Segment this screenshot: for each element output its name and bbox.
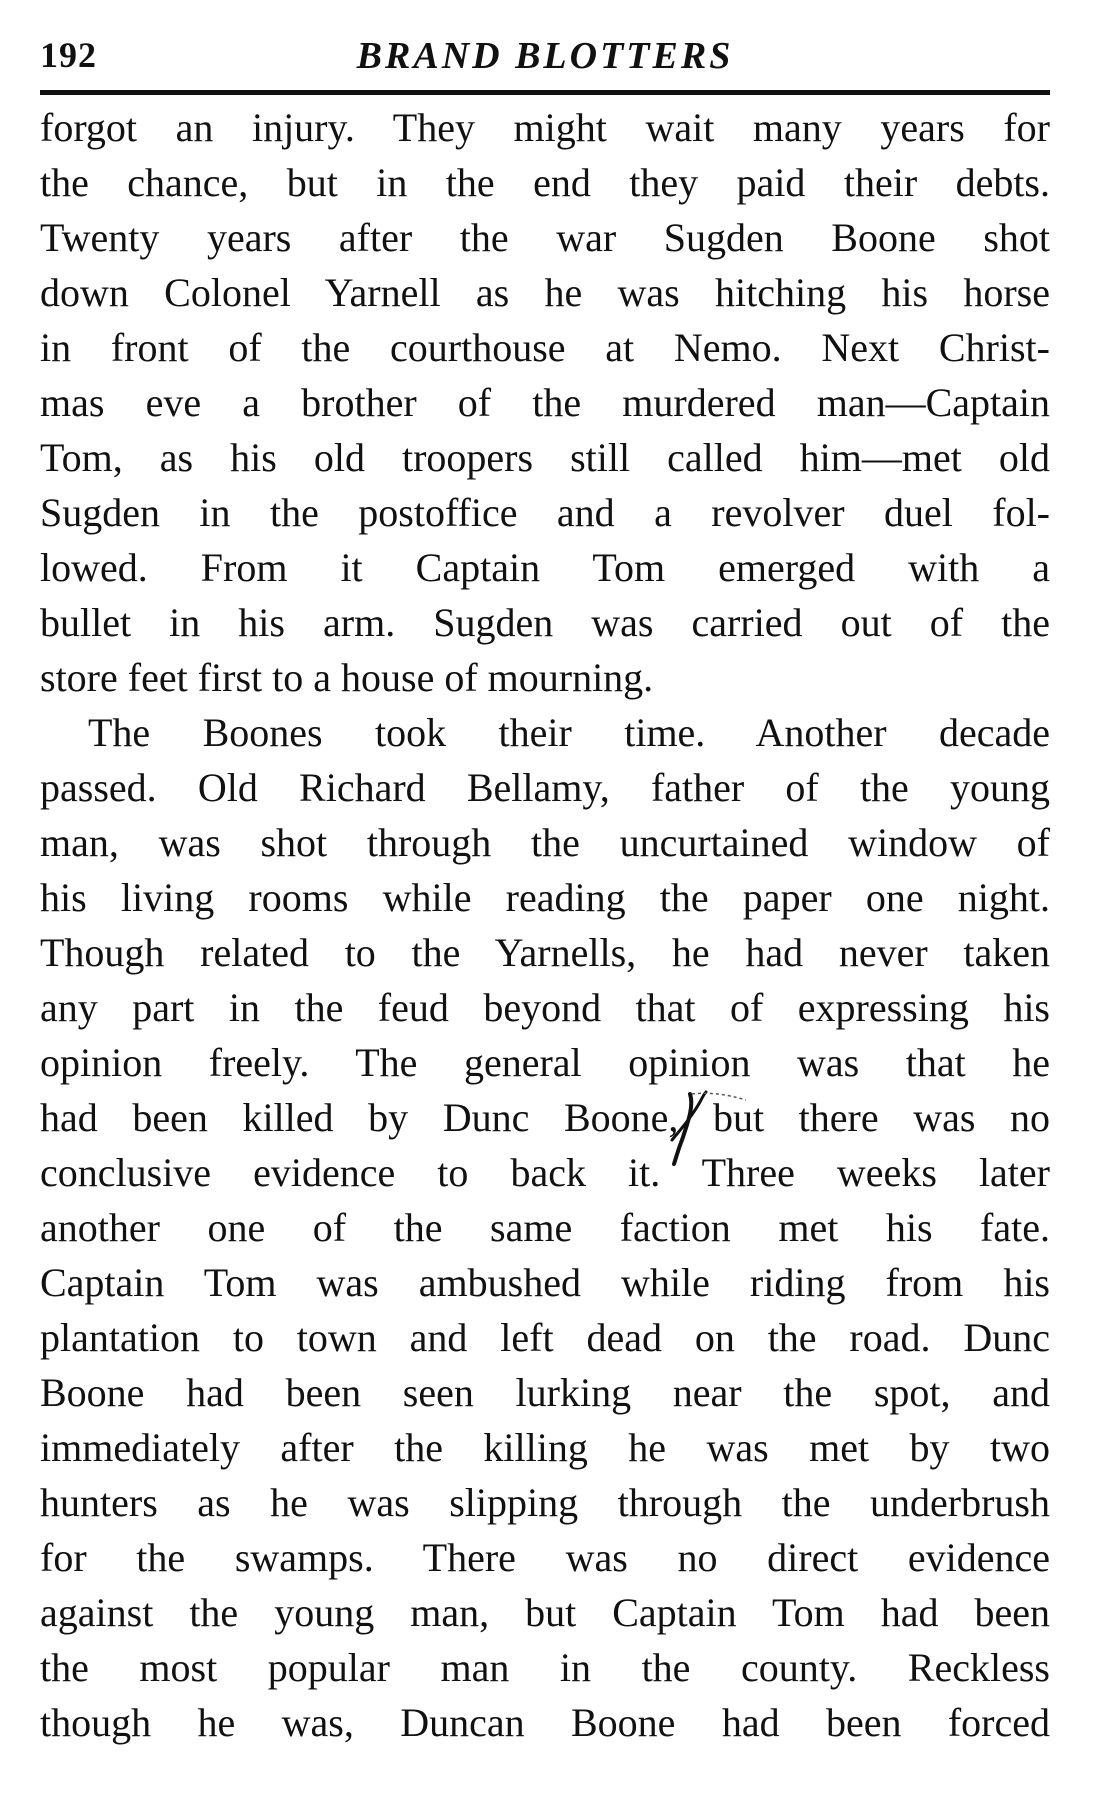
paragraph-1: [40, 100, 1050, 705]
text-line: though he was, Duncan Boone had been forced: [40, 1700, 1050, 1745]
text-line: Twenty years after the war Sugden Boone shot: [40, 215, 1050, 260]
text-line: Sugden in the postoffice and a revolver duel fol-: [40, 490, 1050, 535]
text-line: passed. Old Richard Bellamy, father of the young: [40, 765, 1050, 810]
page-header: [40, 28, 1050, 88]
text-line: lowed. From it Captain Tom emerged with a: [40, 545, 1050, 590]
text-line: hunters as he was slipping through the underbrush: [40, 1480, 1050, 1525]
page-number: 192: [40, 35, 97, 75]
text-line: conclusive evidence to back it. Three weeks later: [40, 1150, 1050, 1195]
text-line: The Boones took their time. Another decade: [88, 710, 1050, 755]
text-line: bullet in his arm. Sugden was carried out of the: [40, 600, 1050, 645]
text-line: forgot an injury. They might wait many years for: [40, 105, 1050, 150]
text-line: the chance, but in the end they paid their debts.: [40, 160, 1050, 205]
text-line: in front of the courthouse at Nemo. Next Christ-: [40, 325, 1050, 370]
paragraph-2: [40, 705, 1050, 1750]
running-title: BRAND BLOTTERS: [356, 35, 734, 77]
text-line: another one of the same faction met his fate.: [40, 1205, 1050, 1250]
text-line: opinion freely. The general opinion was that he: [40, 1040, 1050, 1085]
text-line: any part in the feud beyond that of expressing his: [40, 985, 1050, 1030]
handwritten-paragraph-mark: [642, 1078, 762, 1168]
text-line: his living rooms while reading the paper one night.: [40, 875, 1050, 920]
text-line: had been killed by Dunc Boone, but there was no: [40, 1095, 1050, 1140]
text-line: against the young man, but Captain Tom had been: [40, 1590, 1050, 1635]
text-line: the most popular man in the county. Reckless: [40, 1645, 1050, 1690]
text-line: plantation to town and left dead on the road. Dunc: [40, 1315, 1050, 1360]
header-rule: [40, 90, 1050, 95]
body-text: [40, 100, 1050, 1750]
text-line: Boone had been seen lurking near the spot, and: [40, 1370, 1050, 1415]
text-line: Captain Tom was ambushed while riding from his: [40, 1260, 1050, 1305]
text-line: mas eve a brother of the murdered man—Captain: [40, 380, 1050, 425]
text-line: for the swamps. There was no direct evidence: [40, 1535, 1050, 1580]
text-line: store feet first to a house of mourning.: [40, 655, 654, 700]
text-line: Though related to the Yarnells, he had never taken: [40, 930, 1050, 975]
text-line: Tom, as his old troopers still called him—met old: [40, 435, 1050, 480]
text-line: immediately after the killing he was met by two: [40, 1425, 1050, 1470]
text-line: down Colonel Yarnell as he was hitching his horse: [40, 270, 1050, 315]
text-line: man, was shot through the uncurtained window of: [40, 820, 1050, 865]
